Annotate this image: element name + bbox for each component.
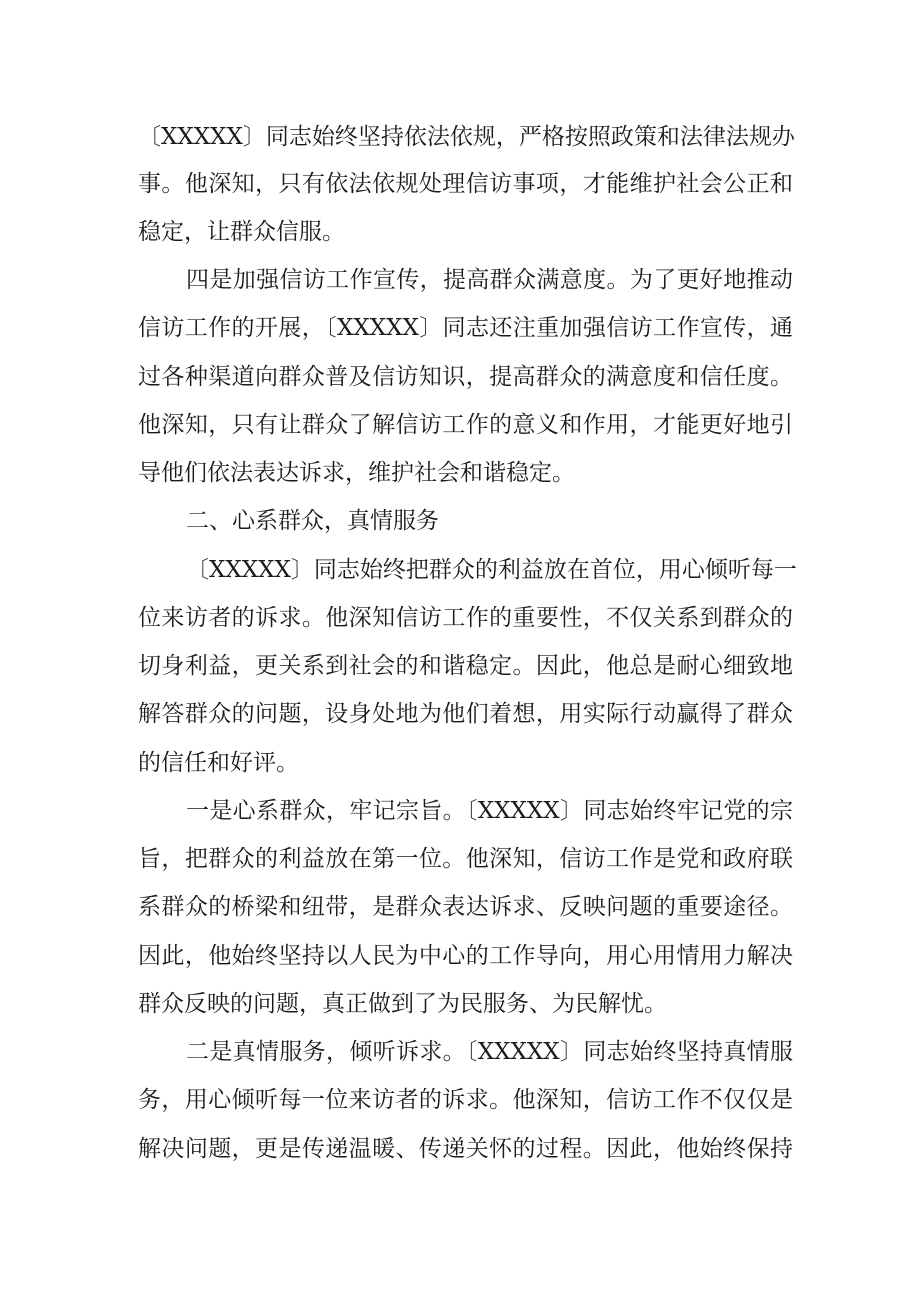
text-line: 切身利益，更关系到社会的和谐稳定。因此，他总是耐心细致地 <box>138 653 793 679</box>
text-line: 群众反映的问题，真正做到了为民服务、为民解忧。 <box>138 991 667 1017</box>
section-heading: 二、心系群众，真情服务 <box>186 508 439 534</box>
text-line: 四是加强信访工作宣传，提高群众满意度。为了更好地推动 <box>186 267 793 293</box>
text-line: 位来访者的诉求。他深知信访工作的重要性，不仅关系到群众的 <box>138 605 793 631</box>
text-line: 解答群众的问题，设身处地为他们着想，用实际行动赢得了群众 <box>138 701 793 727</box>
text-line: 二是真情服务，倾听诉求。〔XXXXX〕同志始终坚持真情服 <box>186 1039 793 1065</box>
text-line: 〔XXXXX〕同志始终把群众的利益放在首位，用心倾听每一 <box>186 557 797 583</box>
text-line: 系群众的桥梁和纽带，是群众表达诉求、反映问题的重要途径。 <box>138 894 793 920</box>
text-line: 事。他深知，只有依法依规处理信访事项，才能维护社会公正和 <box>138 171 793 197</box>
text-line: 稳定，让群众信服。 <box>138 219 345 245</box>
text-line: 他深知，只有让群众了解信访工作的意义和作用，才能更好地引 <box>138 412 793 438</box>
text-line: 因此，他始终坚持以人民为中心的工作导向，用心用情用力解决 <box>138 943 793 969</box>
text-line: 〔XXXXX〕同志始终坚持依法依规，严格按照政策和法律法规办 <box>138 124 795 150</box>
text-line: 的信任和好评。 <box>138 750 299 776</box>
text-line: 信访工作的开展，〔XXXXX〕同志还注重加强信访工作宣传，通 <box>138 315 793 341</box>
text-line: 旨，把群众的利益放在第一位。他深知，信访工作是党和政府联 <box>138 846 793 872</box>
text-line: 过各种渠道向群众普及信访知识，提高群众的满意度和信任度。 <box>138 364 793 390</box>
text-line: 导他们依法表达诉求，维护社会和谐稳定。 <box>138 460 575 486</box>
text-line: 解决问题，更是传递温暖、传递关怀的过程。因此，他始终保持 <box>138 1136 793 1162</box>
text-line: 务，用心倾听每一位来访者的诉求。他深知，信访工作不仅仅是 <box>138 1087 793 1113</box>
text-line: 一是心系群众，牢记宗旨。〔XXXXX〕同志始终牢记党的宗 <box>186 798 793 824</box>
